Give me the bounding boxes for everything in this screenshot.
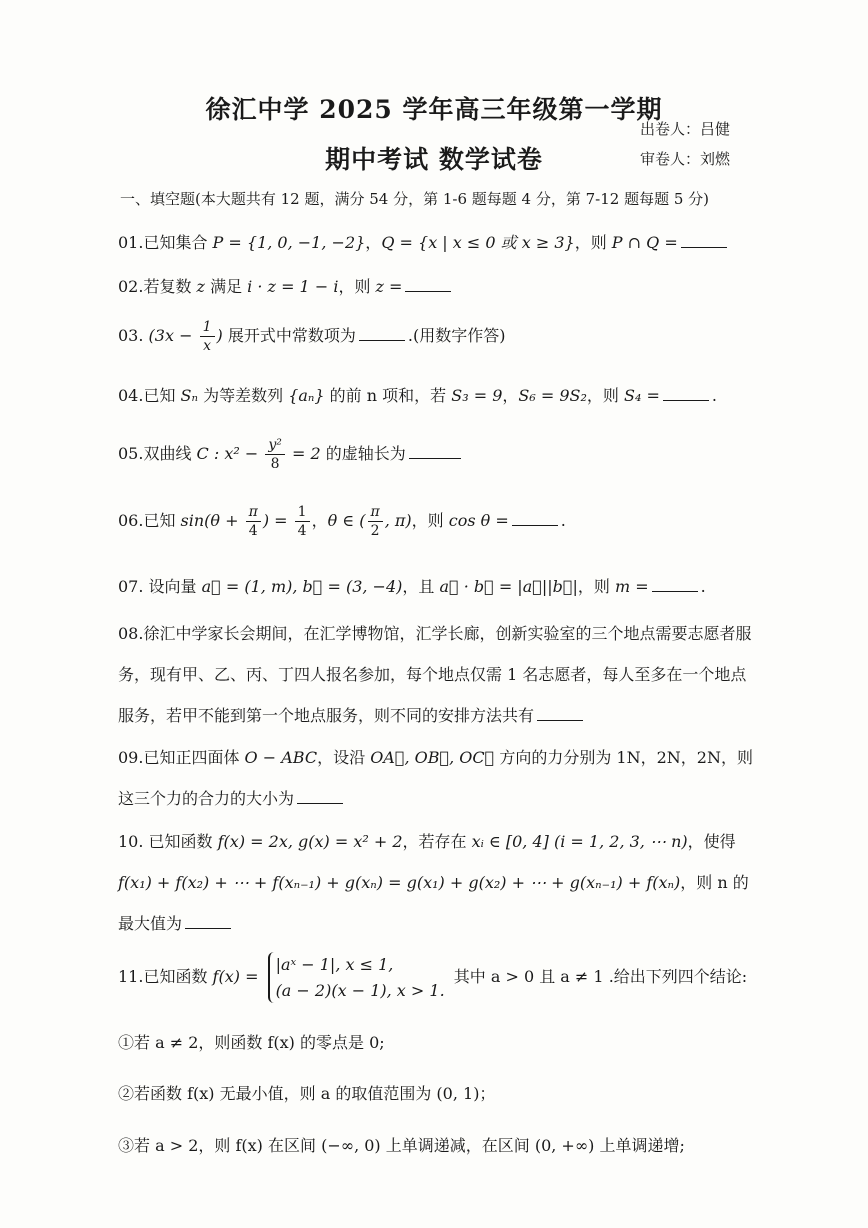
exam-title: 徐汇中学 2025 学年高三年级第一学期 bbox=[205, 95, 663, 124]
author-label: 出卷人：吕健 bbox=[640, 120, 731, 138]
question-09: 09.已知正四面体 O − ABC，设沿 OA⃗, OB⃗, OC⃗ 方向的力分别为 1N，2N，2N，则这三个力的合力的大小为 bbox=[118, 748, 753, 808]
question-04: 04.已知 Sₙ 为等差数列 {aₙ} 的前 n 项和，若 S₃ = 9，S₆ = 9S₂，则 S₄ = . bbox=[118, 386, 717, 405]
conclusion-1: ①若 a ≠ 2，则函数 f(x) 的零点是 0; bbox=[118, 1033, 385, 1052]
exam-subtitle: 期中考试 数学试卷 bbox=[325, 145, 543, 174]
section-heading: 一、填空题(本大题共有 12 题，满分 54 分，第 1-6 题每题 4 分，第 7-12 题每题 5 分) bbox=[120, 190, 710, 208]
answer-blank bbox=[297, 802, 343, 804]
question-07: 07. 设向量 a⃗ = (1, m), b⃗ = (3, −4)，且 a⃗ · b⃗ = |a⃗||b⃗|，则 m = . bbox=[118, 577, 706, 596]
answer-blank bbox=[359, 339, 405, 341]
question-10: 10. 已知函数 f(x) = 2x, g(x) = x² + 2，若存在 xᵢ ∈ [0, 4] (i = 1, 2, 3, ⋯ n)，使得 f(x₁) + f(x₂) + ⋯ + f(xₙ₋₁) + g(xₙ) = g(x₁) + g(x₂) + ⋯ + g(xₙ₋₁) + f(xₙ)，则 n 的最大值为 bbox=[118, 832, 749, 933]
question-06: 06.已知 sin(θ + $\frac{\pi}{4}$ ) = $\frac{1}{4}$ ，θ ∈ ( $\frac{\pi}{2}$ , π)，则 cos θ = . bbox=[118, 504, 566, 540]
question-11: 11.已知函数 f(x) = |aˣ − 1|, x ≤ 1, (a − 2)(x − 1), x > 1. 其中 a > 0 且 a ≠ 1 .给出下列四个结论: bbox=[118, 952, 747, 1003]
fraction: $\frac{1}{4}$ bbox=[295, 503, 310, 540]
reviewer-label: 审卷人：刘燃 bbox=[640, 150, 731, 168]
answer-blank bbox=[681, 246, 727, 248]
answer-blank bbox=[652, 590, 698, 592]
fraction: $\frac{\pi}{2}$ bbox=[368, 503, 383, 540]
fraction: $\frac{1}{x}$ bbox=[200, 318, 215, 355]
fraction: $\frac{\pi}{4}$ bbox=[246, 503, 261, 540]
piecewise-function: |aˣ − 1|, x ≤ 1, (a − 2)(x − 1), x > 1. bbox=[268, 952, 445, 1003]
fraction: $\frac{\text{y²}}{8}$ bbox=[265, 436, 285, 473]
answer-blank bbox=[405, 290, 451, 292]
answer-blank bbox=[663, 399, 709, 401]
conclusion-3: ③若 a > 2，则 f(x) 在区间 (−∞, 0) 上单调递减，在区间 (0, +∞) 上单调递增; bbox=[118, 1136, 685, 1155]
conclusion-2: ②若函数 f(x) 无最小值，则 a 的取值范围为 (0, 1)； bbox=[118, 1084, 496, 1103]
answer-blank bbox=[512, 524, 558, 526]
question-02: 02.若复数 z 满足 i · z = 1 − i，则 z = bbox=[118, 277, 454, 298]
question-03: 03. (3x − $\frac{1}{x}$ ) 展开式中常数项为 .(用数字作答) bbox=[118, 319, 506, 355]
question-05: 05.双曲线 C : x² − $\frac{\text{y²}}{8}$ = 2 的虚轴长为 bbox=[118, 436, 464, 473]
question-08: 08.徐汇中学家长会期间，在汇学博物馆，汇学长廊，创新实验室的三个地点需要志愿者服务，现有甲、乙、丙、丁四人报名参加，每个地点仅需 1 名志愿者，每人至多在一个地点服务，若甲不能到第一个地点服务，则不同的安排方法共有 bbox=[118, 624, 752, 725]
answer-blank bbox=[537, 719, 583, 721]
answer-blank bbox=[409, 457, 461, 459]
answer-blank bbox=[185, 927, 231, 929]
question-01: 01.已知集合 P = {1, 0, −1, −2}，Q = {x | x ≤ 0 或 x ≥ 3}，则 P ∩ Q = bbox=[118, 233, 730, 254]
